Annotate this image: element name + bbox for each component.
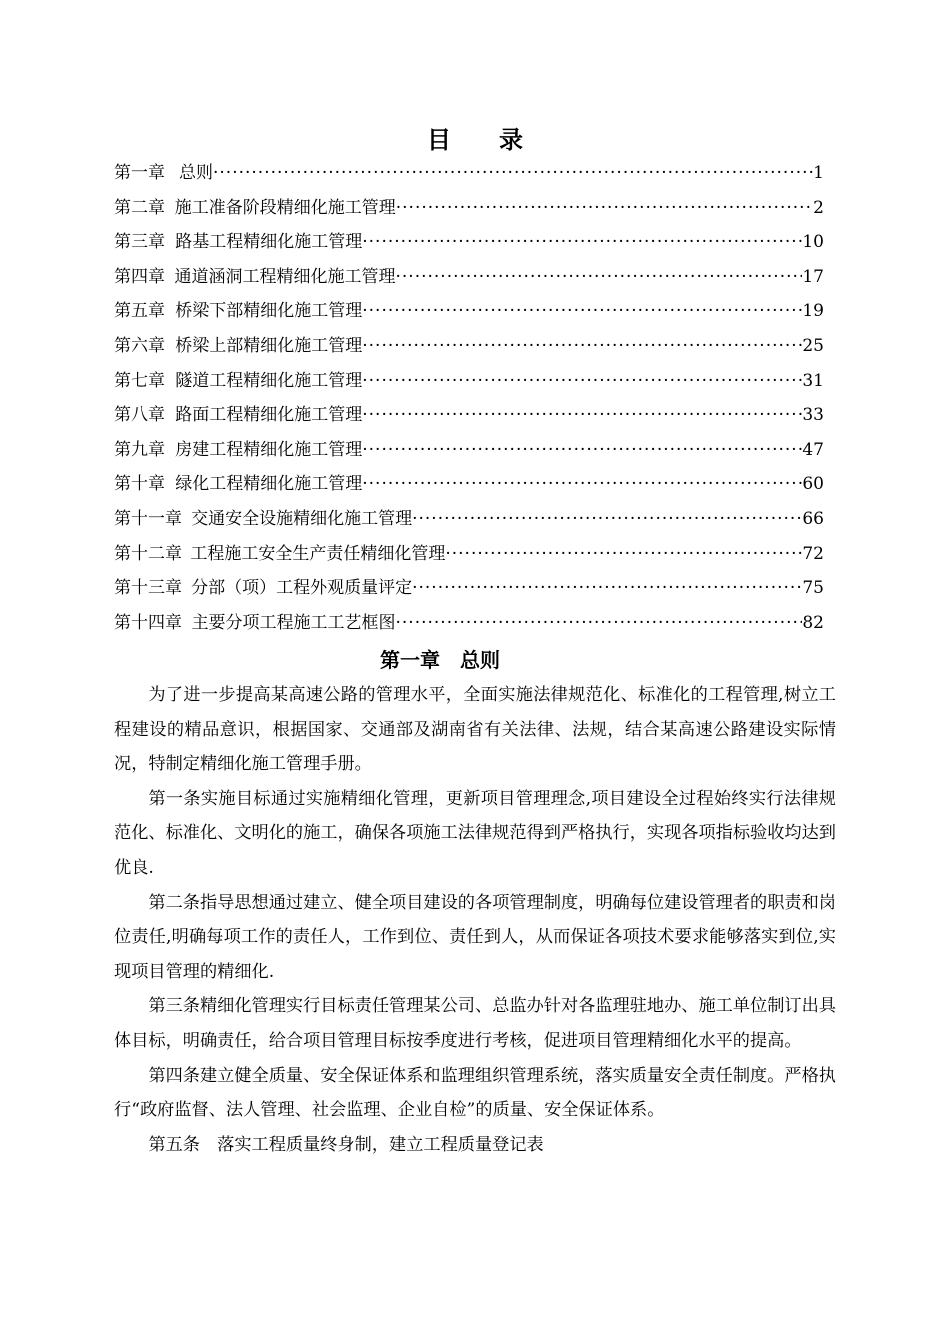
toc-entry[interactable] [114,606,824,641]
toc-title-right: 录 [499,125,523,154]
toc-entry-number: 第八章 [114,405,165,426]
toc-leader-dots [395,260,802,294]
toc-entry-page: 2 [813,197,824,218]
toc-leader-dots [395,606,802,640]
body-paragraph: 第二条指导思想通过建立、健全项目建设的各项管理制度，明确每位建设管理者的职责和岗位责任,明确每项工作的责任人，工作到位、责任到人，从而保证各项技术要求能够落实到位,实现项目管理的精细化. [114,892,836,982]
toc-leader-dots [362,225,802,259]
toc-entry-number: 第一章 [114,163,165,183]
toc-leader-dots [412,571,802,605]
toc-entry-page: 31 [802,370,824,391]
toc-entry-label: 总则 [178,163,213,183]
toc-entry[interactable] [114,191,824,226]
toc-entry-label: 通道涵洞工程精细化施工管理 [174,266,396,287]
chapter-title: 总则 [460,648,500,672]
body-paragraph: 第四条建立健全质量、安全保证体系和监理组织管理系统，落实质量安全责任制度。严格执行“政府监督、法人管理、社会监理、企业自检”的质量、安全保证体系。 [114,1065,836,1121]
toc-entry-number: 第七章 [114,370,165,391]
toc-leader-dots [362,294,802,328]
chapter-heading [0,644,880,673]
toc-entry[interactable] [114,364,824,399]
toc-entry-number: 第十三章 [114,578,182,599]
toc-entry[interactable] [114,260,824,295]
toc-entry-page: 47 [802,439,824,460]
toc-title [0,120,950,155]
toc-entry-label: 路面工程精细化施工管理 [175,405,363,426]
toc-leader-dots [362,329,802,363]
toc-entry-page: 25 [802,335,824,356]
toc-leader-dots [213,156,813,190]
toc-entry-number: 第五章 [114,301,165,322]
toc-entry[interactable] [114,294,824,329]
toc-leader-dots [362,364,802,398]
body-paragraph: 为了进一步提高某高速公路的管理水平，全面实施法律规范化、标准化的工程管理,树立工程建设的精品意识，根据国家、交通部及湖南省有关法律、法规，结合某高速公路建设实际情况，特制定精细化施工管理手册。 [114,685,836,775]
toc-entry-page: 10 [802,232,824,253]
toc-entry[interactable] [114,433,824,468]
toc-entry-label: 隧道工程精细化施工管理 [175,370,363,391]
toc-entry-number: 第十章 [114,474,165,495]
toc-entry-label: 分部（项）工程外观质量评定 [191,578,413,599]
toc-entry-number: 第四章 [114,266,165,287]
table-of-contents [114,156,824,640]
toc-entry-page: 75 [802,578,824,599]
toc-entry-label: 施工准备阶段精细化施工管理 [174,197,396,218]
toc-leader-dots [445,537,802,571]
toc-entry-number: 第十四章 [114,612,182,633]
toc-entry[interactable] [114,537,824,572]
toc-leader-dots [362,398,802,432]
toc-entry-page: 17 [802,266,824,287]
toc-entry[interactable] [114,225,824,260]
chapter-number: 第一章 [380,648,440,672]
toc-entry-page: 72 [802,543,824,564]
toc-leader-dots [412,502,802,536]
toc-entry-label: 桥梁上部精细化施工管理 [175,335,363,356]
body-paragraph: 第五条 落实工程质量终身制，建立工程质量登记表 [148,1134,544,1155]
toc-title-left: 目 [427,125,451,154]
toc-entry-label: 交通安全设施精细化施工管理 [191,508,413,529]
toc-entry[interactable] [114,502,824,537]
toc-leader-dots [362,433,802,467]
toc-entry-number: 第十二章 [114,543,182,564]
toc-leader-dots [396,191,813,225]
toc-entry-page: 33 [802,405,824,426]
toc-entry-label: 桥梁下部精细化施工管理 [175,301,363,322]
toc-entry-page: 19 [802,301,824,322]
toc-entry-number: 第二章 [114,197,165,218]
body-paragraph: 第一条实施目标通过实施精细化管理，更新项目管理理念,项目建设全过程始终实行法律规范化、标准化、文明化的施工，确保各项施工法律规范得到严格执行，实现各项指标验收均达到优良. [114,788,836,878]
toc-entry-label: 绿化工程精细化施工管理 [175,474,363,495]
toc-entry[interactable] [114,398,824,433]
toc-entry-label: 路基工程精细化施工管理 [175,232,363,253]
toc-entry[interactable] [114,571,824,606]
toc-entry-number: 第三章 [114,232,165,253]
toc-entry-page: 60 [802,474,824,495]
toc-entry-page: 82 [802,612,824,633]
body-paragraph: 第三条精细化管理实行目标责任管理某公司、总监办针对各监理驻地办、施工单位制订出具体目标，明确责任，给合项目管理目标按季度进行考核，促进项目管理精细化水平的提高。 [114,996,836,1051]
toc-entry[interactable] [114,156,824,191]
toc-entry-number: 第十一章 [114,508,182,529]
chapter-body [114,678,836,1162]
toc-entry-label: 工程施工安全生产责任精细化管理 [190,543,446,564]
toc-entry[interactable] [114,467,824,502]
toc-entry-number: 第六章 [114,335,165,356]
toc-entry-page: 1 [813,163,824,183]
toc-entry[interactable] [114,329,824,364]
toc-entry-label: 主要分项工程施工工艺框图 [191,612,396,633]
toc-entry-page: 66 [802,508,824,529]
toc-leader-dots [362,467,802,501]
toc-entry-number: 第九章 [114,439,165,460]
toc-entry-label: 房建工程精细化施工管理 [175,439,363,460]
